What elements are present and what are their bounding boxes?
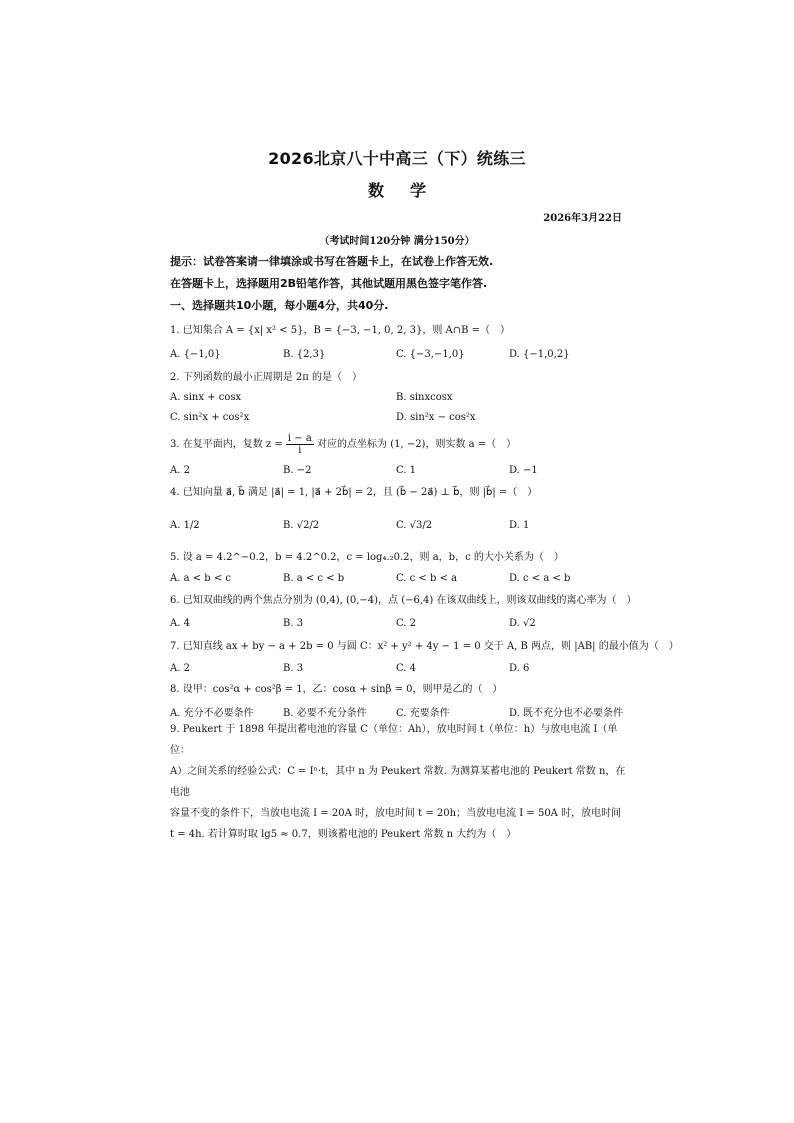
q2-option-d: D. sin²x − cos²x [396, 412, 476, 423]
q9-line-1: 9. Peukert 于 1898 年提出蓄电池的容量 C（单位：Ah），放电时间 t（单位：h）与放电电流 I（单位： [170, 724, 618, 756]
q9-line-4: t = 4h. 若计算时取 lg5 ≈ 0.7，则该蓄电池的 Peukert 常数 n 大约为（ ） [170, 829, 517, 840]
q5-option-a: A. a < b < c [170, 573, 232, 584]
q4-option-a: A. 1/2 [170, 520, 200, 531]
q4-option-c: C. √3/2 [396, 520, 433, 531]
q3-option-d: D. −1 [509, 465, 538, 476]
q7-option-b: B. 3 [283, 663, 304, 674]
q2-option-b: B. sinxcosx [396, 392, 453, 403]
q3-option-a: A. 2 [170, 465, 190, 476]
question-7-stem: 7. 已知直线 ax + by − a + 2b = 0 与圆 C：x² + y² + 4y − 1 = 0 交于 A, B 两点，则 |AB| 的最小值为（ ） [170, 641, 679, 652]
q7-option-d: D. 6 [509, 663, 530, 674]
q5-option-b: B. a < c < b [283, 573, 345, 584]
section-heading: 一、选择题共10小题，每小题4分，共40分. [170, 299, 389, 312]
q5-option-c: C. c < b < a [396, 573, 458, 584]
q4-option-b: B. √2/2 [283, 520, 320, 531]
question-1-stem: 1. 已知集合 A = {x| x² < 5}，B = {−3, −1, 0, 2, 3}，则 A∩B =（ ） [170, 325, 511, 336]
q8-option-a: A. 充分不必要条件 [170, 708, 254, 719]
exam-time-info: （考试时间120分钟 满分150分） [319, 236, 475, 247]
q8-option-b: B. 必要不充分条件 [283, 708, 367, 719]
q1-option-a: A. {−1,0} [170, 349, 221, 360]
q8-option-d: D. 既不充分也不必要条件 [509, 708, 624, 719]
q8-option-c: C. 充要条件 [396, 708, 450, 719]
exam-subject: 数学 [367, 181, 452, 200]
q5-option-d: D. c < a < b [509, 573, 571, 584]
q3-fraction-denominator: i [298, 445, 302, 456]
question-2-stem: 2. 下列函数的最小正周期是 2π 的是（ ） [170, 372, 363, 383]
q2-option-a: A. sinx + cosx [170, 392, 242, 403]
q1-option-d: D. {−1,0,2} [509, 349, 570, 360]
q3-fraction [286, 433, 314, 456]
notice-line-1: 提示：试卷答案请一律填涂或书写在答题卡上，在试卷上作答无效. [170, 255, 494, 268]
question-8-stem: 8. 设甲：cos²α + cos²β = 1，乙：cosα + sinβ = 0，则甲是乙的（ ） [170, 684, 503, 695]
question-4-stem: 4. 已知向量 a⃗, b⃗ 满足 |a⃗| = 1, |a⃗ + 2b⃗| = 2，且 (b⃗ − 2a⃗) ⊥ b⃗，则 |b⃗| =（ ） [170, 487, 538, 498]
q4-option-d: D. 1 [509, 520, 530, 531]
q3-option-b: B. −2 [283, 465, 312, 476]
q9-line-3: 容量不变的条件下，当放电电流 I = 20A 时，放电时间 t = 20h；当放电电流 I = 50A 时，放电时间 [170, 808, 622, 819]
exam-date: 2026年3月22日 [543, 213, 622, 224]
question-3-stem [170, 433, 516, 456]
q9-line-2: A）之间关系的经验公式：C = Iⁿ·t，其中 n 为 Peukert 常数. 为测算某蓄电池的 Peukert 常数 n，在电池 [170, 766, 626, 798]
q6-option-c: C. 2 [396, 618, 417, 629]
q1-option-b: B. {2,3} [283, 349, 326, 360]
q3-option-c: C. 1 [396, 465, 417, 476]
q6-option-d: D. √2 [509, 618, 536, 629]
exam-title: 2026北京八十中高三（下）统练三 [268, 149, 526, 168]
q3-stem-post: 对应的点坐标为 (1, −2)，则实数 a =（ ） [317, 439, 517, 450]
q1-option-c: C. {−3,−1,0} [396, 349, 465, 360]
notice-line-2: 在答题卡上，选择题用2B铅笔作答，其他试题用黑色签字笔作答. [170, 277, 488, 290]
question-6-stem: 6. 已知双曲线的两个焦点分别为 (0,4), (0,−4)，点 (−6,4) 在该双曲线上，则该双曲线的离心率为（ ） [170, 595, 637, 606]
question-9-paragraph [170, 719, 628, 845]
q6-option-b: B. 3 [283, 618, 304, 629]
q6-option-a: A. 4 [170, 618, 190, 629]
q2-option-c: C. sin²x + cos²x [170, 412, 250, 423]
question-5-stem: 5. 设 a = 4.2^−0.2，b = 4.2^0.2，c = log₄.₂0.2，则 a，b，c 的大小关系为（ ） [170, 552, 564, 563]
q7-option-c: C. 4 [396, 663, 417, 674]
q3-fraction-numerator: i − a [287, 433, 312, 444]
q3-stem-pre: 3. 在复平面内，复数 z = [170, 439, 283, 450]
q7-option-a: A. 2 [170, 663, 190, 674]
